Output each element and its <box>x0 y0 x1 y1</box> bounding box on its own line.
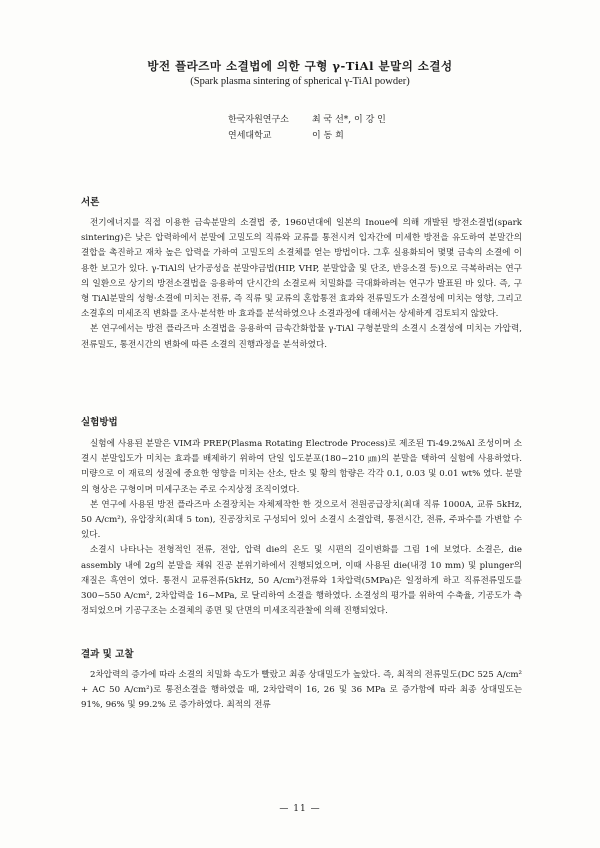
paragraph: 본 연구에서는 방전 플라즈마 소결법을 응용하여 금속간화합물 γ-TiAl 구형분말의 소결시 소결성에 미치는 가압력, 전류밀도, 통전시간의 변화에 따른 소결의 진행과정을 분석하였다. <box>81 324 522 350</box>
author-names: 이 동 희 <box>312 131 344 141</box>
paragraph: 실험에 사용된 분말은 VIM과 PREP(Plasma Rotating Electrode Process)로 제조된 Ti-49.2%Al 조성이며 소결시 분말입도가 미치는 효과를 배제하기 위하여 단일 입도분포(180~210 ㎛)의 분말을 택하여 실험에 사용하였다. 미량으로 이 재료의 성질에 중요한 영향을 미치는 산소, 탄소 및 황의 함량은 각각 0.1, 0.03 및 0.01 wt% 였다. 분말의 형상은 구형이며 미세구조는 주로 수지상정 조직이였다. <box>81 439 522 495</box>
paragraph: 2차압력의 증가에 따라 소결의 치밀화 속도가 빨랐고 최종 상대밀도가 높았다. 즉, 최적의 전류밀도(DC 525 A/cm² + AC 50 A/cm²)로 통전소결을 행하였을 때, 2차압력이 16, 26 및 36 MPa 로 증가함에 따라 최종 상대밀도는 91%, 96% 및 99.2% 로 증가하였다. 최적의 전류 <box>81 670 522 711</box>
section-body-results <box>81 668 522 714</box>
section-heading-intro: 서론 <box>81 197 100 208</box>
page-number: — 11 — <box>279 804 321 814</box>
section-body-methods <box>81 437 522 619</box>
paper-title-korean: 방전 플라즈마 소결법에 의한 구형 γ-TiAl 분말의 소결성 <box>147 59 453 73</box>
paragraph: 소결시 나타나는 전형적인 전류, 전압, 압력 die의 온도 및 시편의 길이변화를 그림 1에 보였다. 소결은, die assembly 내에 2g의 분말을 채워 진공 분위기하에서 진행되었으며, 이때 사용된 die(내경 10 mm) 및 plunger의 재질은 흑연이 였다. 통전시 교류전류(5kHz, 50 A/cm²)전류와 1차압력(5MPa)은 일정하게 하고 직류전류밀도를 300~550 A/cm², 2차압력을 16~MPa, 로 달리하여 소결을 행하였다. 소결성의 평가를 위하여 수축율, 기공도가 측정되었으며 기공구조는 소결체의 종면 및 단면의 미세조직관찰에 의해 진행되었다. <box>81 545 522 617</box>
author-names: 최 국 선*, 이 강 인 <box>312 115 386 125</box>
author-row <box>228 128 386 144</box>
section-heading-results: 결과 및 고찰 <box>81 649 134 660</box>
section-heading-methods: 실험방법 <box>81 417 118 428</box>
author-affiliation: 연세대학교 <box>228 131 272 141</box>
author-block <box>228 112 386 144</box>
paragraph: 본 연구에 사용된 방전 플라즈마 소결장치는 자체제작한 한 것으로서 전원공급장치(최대 직류 1000A, 교류 5kHz, 50 A/cm²), 유압장치(최대 5 ton), 진공장치로 구성되어 있어 소결시 소결압력, 통전시간, 전류, 주파수를 가변할 수 있다. <box>81 499 522 541</box>
paragraph: 전기에너지를 직접 이용한 금속분말의 소결법 중, 1960년대에 일본의 Inoue에 의해 개발된 방전소결법(spark sintering)은 낮은 압력하에서 분말에 고밀도의 직류와 교류를 통전시켜 입자간에 미세한 방전을 유도하여 분말간의 결합을 촉진하고 재차 높은 압력을 가하여 고밀도의 소결체를 얻는 방법이다. 그후 실용화되어 몇몇 금속의 소결에 이용한 보고가 있다. γ-TiAl의 난가공성을 분말야금법(HIP, VHP, 분말압출 및 단조, 반응소결 등)으로 극복하려는 연구의 일환으로 상기의 방전소결법을 응용하여 단시간의 소결로써 치밀화를 극대화하려는 연구가 발표된 바 있다. 즉, 구형 TiAl분말의 성형·소결에 미치는 전류, 즉 직류 및 교류의 혼합통전 효과와 전류밀도가 소결성에 미치는 영향, 그리고 소결후의 미세조직 변화를 조사·분석한 바 효과를 분석하였으나 소결과정에 대해서는 상세하게 검토되지 않았다. <box>81 218 522 320</box>
author-row <box>228 112 386 128</box>
author-affiliation: 한국자원연구소 <box>228 115 289 125</box>
section-body-intro <box>81 216 522 353</box>
paper-title-english: (Spark plasma sintering of spherical γ-TiAl powder) <box>190 76 410 87</box>
